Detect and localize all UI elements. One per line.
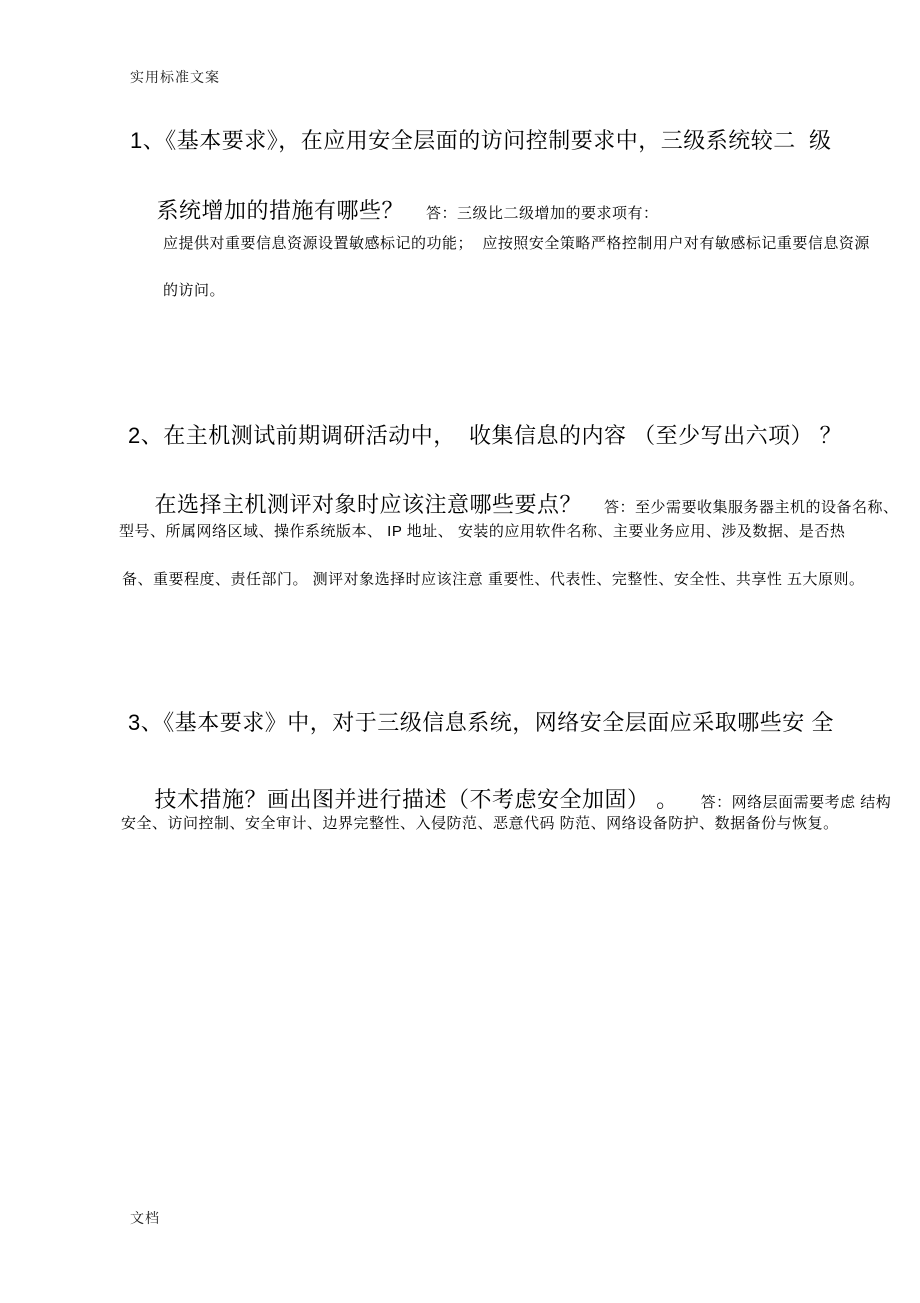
question-2-answer-line-1: 型号、所属网络区域、操作系统版本、 IP 地址、 安装的应用软件名称、主要业务应用、涉及数据、是否热 bbox=[119, 523, 846, 540]
question-3-answer-intro: 答：网络层面需要考虑 结构 bbox=[700, 794, 892, 811]
question-1-answer-line-1: 应提供对重要信息资源设置敏感标记的功能； 应按照安全策略严格控制用户对有敏感标记重要信息资源 bbox=[163, 235, 870, 252]
question-1-line-1: 1、《基本要求》，在应用安全层面的访问控制要求中，三级系统较二 级 bbox=[130, 128, 832, 153]
question-2-answer-line-2: 备、重要程度、责任部门。 测评对象选择时应该注意 重要性、代表性、完整性、安全性、共享性 五大原则。 bbox=[122, 571, 865, 588]
page-footer-text: 文档 bbox=[130, 1210, 160, 1226]
question-1-text: 系统增加的措施有哪些？ bbox=[156, 198, 404, 223]
question-3-answer-line-1: 安全、访问控制、安全审计、边界完整性、入侵防范、恶意代码 防范、网络设备防护、数据备份与恢复。 bbox=[121, 815, 839, 832]
question-2-text: 在选择主机测评对象时应该注意哪些要点？ bbox=[154, 492, 582, 517]
question-2-line-1: 2、在主机测试前期调研活动中， 收集信息的内容 （至少写出六项） ？ bbox=[128, 423, 843, 448]
question-1-answer-line-2: 的访问。 bbox=[163, 282, 226, 299]
question-1-answer-intro: 答：三级比二级增加的要求项有： bbox=[425, 205, 659, 222]
question-3-line-1: 3、《基本要求》中，对于三级信息系统，网络安全层面应采取哪些安 全 bbox=[128, 710, 834, 735]
question-3-text: 技术措施？画出图并进行描述（不考虑安全加固） 。 bbox=[154, 787, 679, 812]
page-header-text: 实用标准文案 bbox=[130, 69, 220, 85]
question-2-answer-intro: 答：至少需要收集服务器主机的设备名称、 bbox=[603, 499, 899, 516]
